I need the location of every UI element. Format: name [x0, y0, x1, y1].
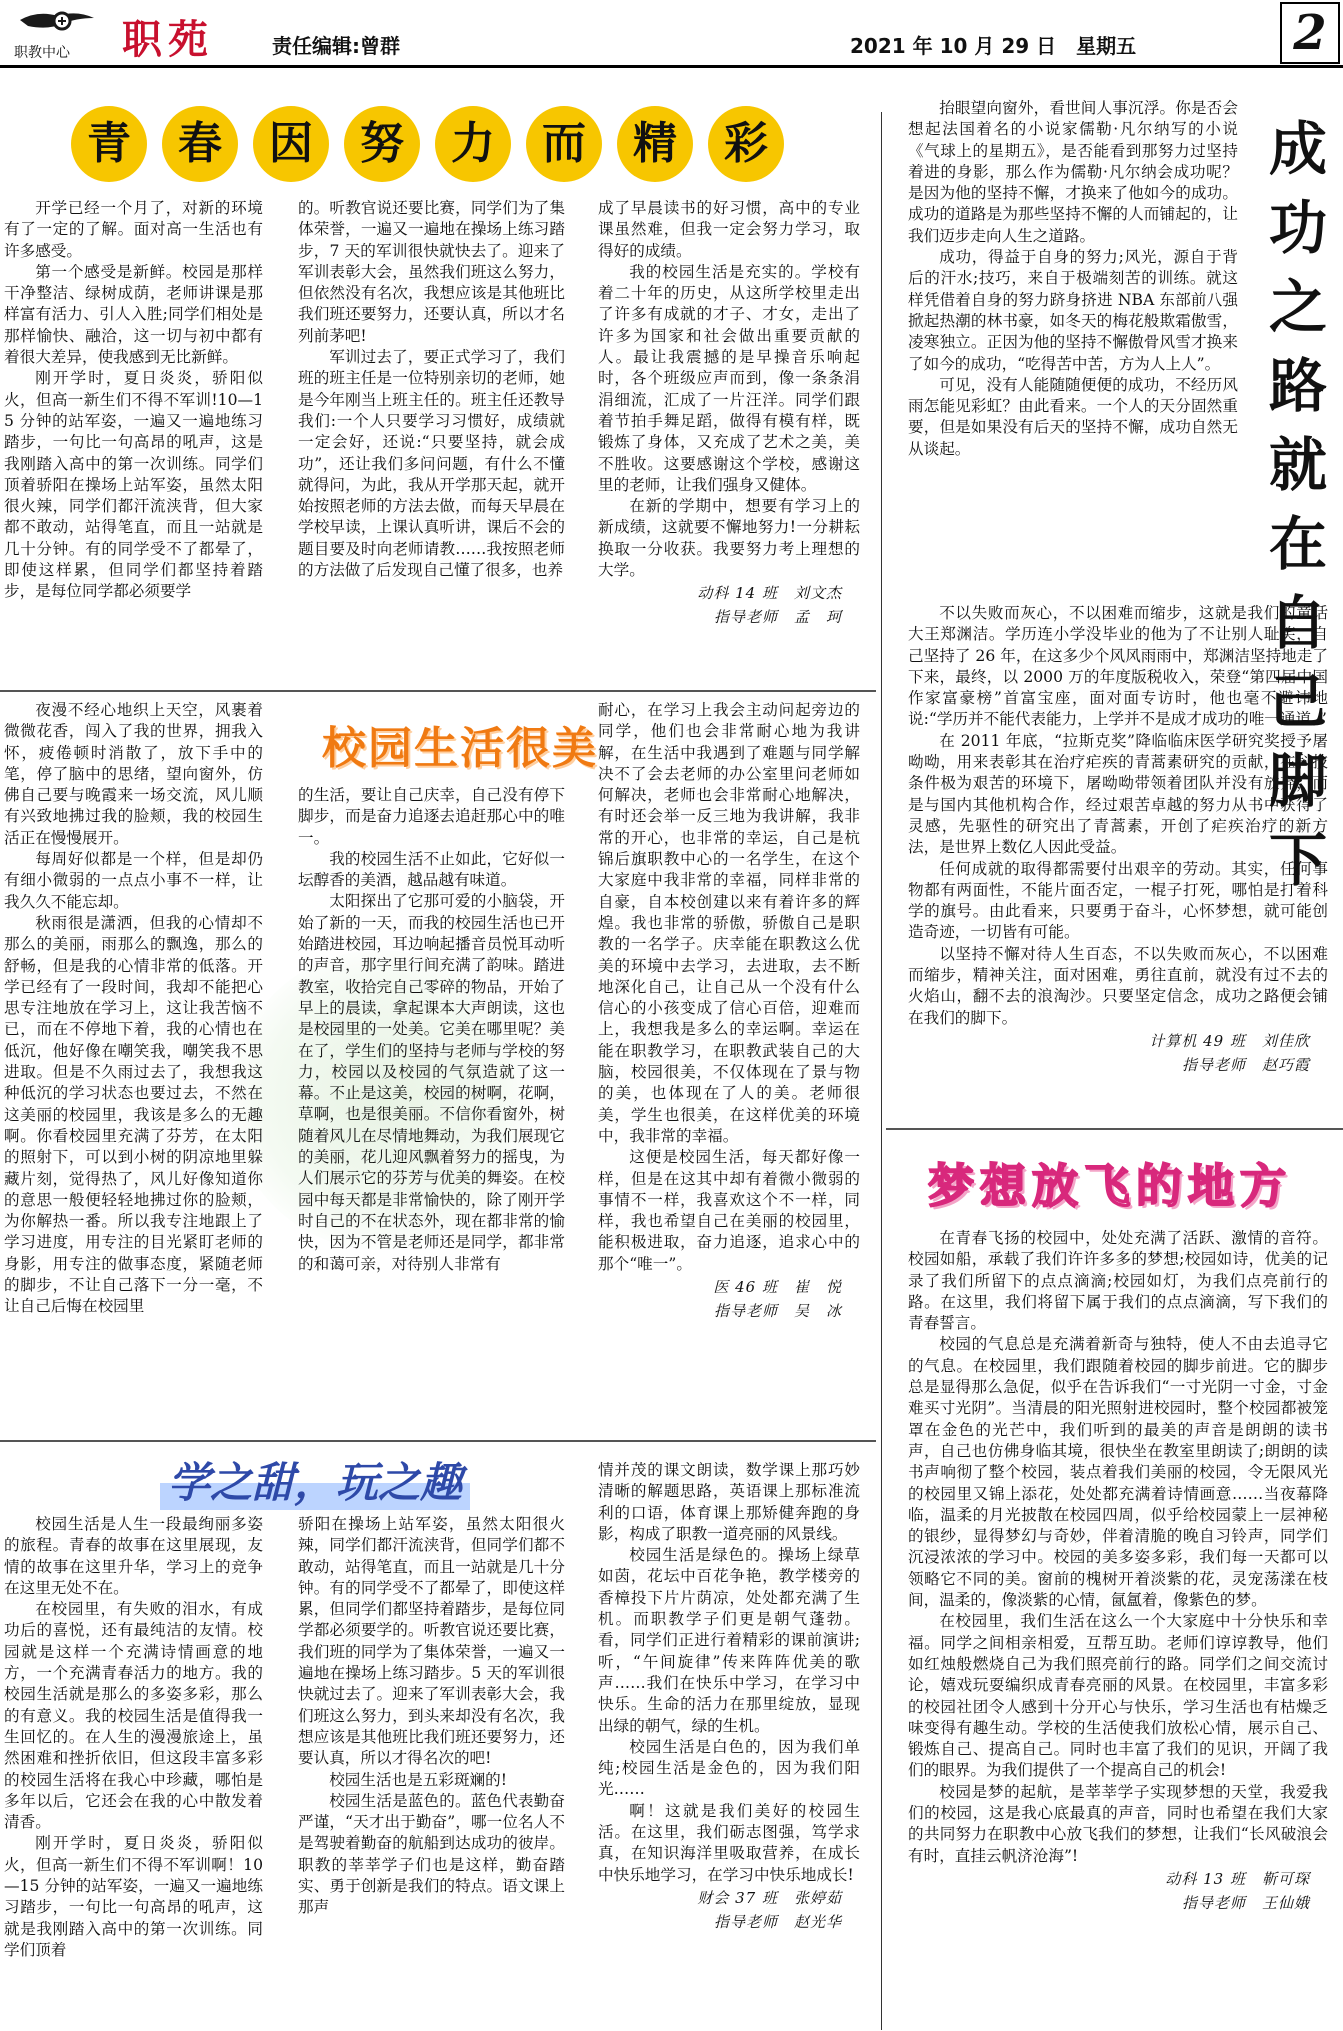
- issue-date: 2021 年 10 月 29 日 星期五: [850, 34, 1137, 58]
- article-column: [4, 700, 263, 1432]
- author-line: 财会 37 班 张婷茹: [697, 1888, 842, 1907]
- paragraph: 我的校园生活不止如此，它好似一坛醇香的美酒，越品越有味道。: [298, 849, 565, 890]
- author-line: 计算机 49 班 刘佳欣: [1149, 1031, 1310, 1050]
- paragraph: 的生活，要让自己庆幸，自己没有停下脚步，而是奋力追逐去追赶那心中的唯一。: [298, 786, 565, 847]
- school-logo-icon: [18, 6, 96, 36]
- advisor-line: 指导老师 吴 冰: [713, 1302, 842, 1321]
- paragraph: 的。听教官说还要比赛，同学们为了集体荣誉，一遍又一遍地在操场上练习踏步，7 天的军训很快就快去了。迎来了军训表彰大会，虽然我们班这么努力，但依然没有名次，我想应该是其他班比我们班还要努力，还要认真，所以才名列前茅吧!: [298, 199, 565, 345]
- author-signature: [598, 1886, 860, 1934]
- paragraph: 不以失败而灰心，不以困难而缩步，这就是我们的童话大王郑渊洁。学历连小学没毕业的他为了不让别人耻笑，自己坚持了 26 年，在这多少个风风雨雨中，郑渊洁坚持地走了下来，最终，以 2000 万的年度版税收入，荣登“第四届中国作家富豪榜”首富宝座，面对面专访时，他也毫不避讳地说:“学历并不能代表能力，上学并不是成才成功的唯一通道。”: [908, 604, 1328, 729]
- article-column: [598, 1460, 860, 2026]
- paragraph: 抬眼望向窗外，看世间人事沉浮。你是否会想起法国着名的小说家儒勒·凡尔纳写的小说《气球上的星期五》，是否能看到那努力过坚持着进的身影，那么作为儒勒·凡尔纳会成功呢？是因为他的坚持不懈，才换来了他如今的成功。成功的道路是为那些坚持不懈的人而铺起的，让我们迈步走向人生之道路。: [908, 99, 1238, 245]
- paragraph: 开学已经一个月了，对新的环境有了一定的了解。面对高一生活也有许多感受。: [4, 199, 263, 260]
- paragraph: 在青春飞扬的校园中，处处充满了活跃、激情的音符。校园如船，承载了我们许许多多的梦想;校园如诗，优美的记录了我们所留下的点点滴滴;校园如灯，为我们点亮前行的路。在这里，我们将留下属于我们的点点滴滴，写下我们的青春誓言。: [908, 1229, 1328, 1333]
- advisor-line: 指导老师 赵光华: [713, 1912, 842, 1931]
- author-line: 医 46 班 崔 悦: [713, 1278, 842, 1297]
- section-divider: [0, 690, 876, 692]
- section-name: 职苑: [122, 16, 214, 63]
- article-column: [598, 700, 860, 1432]
- paragraph: 校园生活是人生一段最绚丽多姿的旅程。青春的故事在这里展现，友情的故事在这里升华，学习上的竞争在这里无处不在。: [4, 1515, 263, 1597]
- title-char: 成: [1268, 115, 1327, 183]
- title-char: 下: [1268, 826, 1327, 894]
- paragraph: 每周好似都是一个样，但是却仍有细小微弱的一点点小事不一样，让我久久不能忘却。: [4, 850, 263, 911]
- column-divider: [881, 112, 882, 2030]
- paragraph: 啊！这就是我们美好的校园生活。在这里，我们砺志图强，笃学求真，在知识海洋里吸取营养，在成长中快乐地学习，在学习中快乐地成长!: [598, 1801, 860, 1884]
- advisor-line: 指导老师 赵巧霞: [1181, 1055, 1310, 1074]
- article-column: [4, 198, 263, 684]
- title-char: 自: [1268, 589, 1327, 657]
- paragraph: 我的校园生活是充实的。学校有着二十年的历史，从这所学校里走出了许多有成就的才子、才女，走出了许多为国家和社会做出重要贡献的人。最让我震撼的是早操音乐响起时，各个班级应声而到，像一条条涓涓细流，汇成了一片汪洋。同学们跟着节拍手舞足蹈，做得有模有样，既锻炼了身体，又充成了艺术之美，美不胜收。这要感谢这个学校，感谢这里的老师，让我们强身又健体。: [598, 262, 860, 494]
- paragraph: 夜漫不经心地织上天空，风裹着微微花香，闯入了我的世界，拥我入怀，疲倦顿时消散了，放下手中的笔，停了脑中的思绪，望向窗外，仿佛自己要与晚霞来一场交流，风儿顺有兴致地拂过我的脸颊，我的校园生活正在慢慢展开。: [4, 701, 263, 847]
- paragraph: 校园生活是白色的，因为我们单纯;校园生活是金色的，因为我们阳光……: [598, 1737, 860, 1799]
- section-divider: [886, 1128, 1343, 1130]
- title-char: 春: [162, 106, 238, 182]
- article-column: [298, 198, 565, 684]
- paragraph: 以坚持不懈对待人生百态，不以失败而灰心，不以困难而缩步，精神关注，面对困难，勇往直前，就没有过不去的火焰山，翻不去的浪淘沙。只要坚定信念，成功之路便会铺在我们的脚下。: [908, 944, 1328, 1027]
- title-char: 在: [1268, 510, 1327, 578]
- paragraph: 军训过去了，要正式学习了，我们班的班主任是一位特别亲切的老师，她是今年刚当上班主任的。班主任还教导我们:一个人只要学习习惯好，成绩就一定会好，还说:“只要坚持，就会成功”，还让我们多问问题，有什么不懂就得问，为此，我从开学那天起，就开始按照老师的方法去做，而每天早晨在学校早读，上课认真听讲，课后不会的题目要及时向老师请教……我按照老师的方法做了后发现自己懂了很多，也养: [298, 348, 565, 580]
- paragraph: 耐心，在学习上我会主动问起旁边的同学，他们也会非常耐心地为我讲解，在生活中我遇到了难题与同学解决不了会去老师的办公室里问老师如何解决，老师也会非常耐心地解决，有时还会举一反三地为我讲解，我非常的开心，也非常的幸运，自己是杭锦后旗职教中心的一名学生，在这个大家庭中我非常的幸福，同样非常的自豪，自本校创建以来有着许多的辉煌。我也非常的骄傲，骄傲自己是职教的一名学子。庆幸能在职教这么优美的环境中去学习，去进取，去不断地深化自己，让自己从一个没有什么信心的小孩变成了信心百倍，迎难而上，我想我是多么的幸运啊。幸运在能在职教学习，在职教武装自己的大脑，校园很美，不仅体现在了景与物的美，也体现在了人的美。老师很美，学生也很美，在这样优美的环境中，我非常的幸福。: [598, 701, 860, 1145]
- article-column: [298, 785, 565, 1432]
- page-number: 2: [1280, 2, 1340, 64]
- title-char: 青: [71, 106, 147, 182]
- paragraph: 校园是梦的起航，是莘莘学子实现梦想的天堂，我爱我们的校园，这是我心底最真的声音，同时也希望在我们大家的共同努力在职教中心放飞我们的梦想，让我们“长风破浪会有时，直挂云帆济沧海”!: [908, 1782, 1328, 1865]
- paragraph: 成了早晨读书的好习惯，高中的专业课虽然难，但我一定会努力学习，取得好的成绩。: [598, 199, 860, 260]
- title-char: 己: [1268, 668, 1327, 736]
- author-signature: [908, 1867, 1328, 1915]
- article-column: [4, 1514, 263, 2026]
- logo-text: 职教中心: [14, 45, 70, 61]
- paragraph: 任何成就的取得都需要付出艰辛的劳动。其实，任何事物都有两面性，不能片面否定，一棍子打死，哪怕是打着科学的旗号。由此看来，只要勇于奋斗，心怀梦想，就可能创造奇迹，一切皆有可能。: [908, 859, 1328, 942]
- paragraph: 第一个感受是新鲜。校园是那样干净整洁、绿树成荫，老师讲课是那样富有活力、引人入胜;同学们相处是那样愉快、融洽，这一切与初中都有着很大差异，使我感到无比新鲜。: [4, 262, 263, 367]
- responsible-editor: 责任编辑:曾群: [272, 34, 400, 58]
- author-line: 动科 14 班 刘文杰: [697, 584, 842, 603]
- article-title: 梦想放飞的地方: [928, 1159, 1292, 1213]
- author-signature: [598, 1275, 860, 1323]
- paragraph: 刚开学时，夏日炎炎，骄阳似火，但高一新生们不得不军训!10—15 分钟的站军姿，一遍又一遍地练习踏步，一句比一句高昂的吼声，这是我刚踏入高中的第一次训练。同学们顶着骄阳在操场上站军姿，虽然太阳很火辣，同学们都汗流浃背，但大家都不敢动，站得笔直，而且一站就是几十分钟。有的同学受不了都晕了，即使这样累，但同学们都坚持着踏步，是每位同学都必须要学: [4, 369, 263, 601]
- paragraph: 可见，没有人能随随便便的成功，不经历风雨怎能见彩虹？由此看来。一个人的天分固然重要，但是如果没有后天的坚持不懈，成功自然无从谈起。: [908, 375, 1238, 458]
- title-char: 功: [1268, 194, 1327, 262]
- paragraph: 成功，得益于自身的努力;风光，源自于背后的汗水;技巧，来自于极端刻苦的训练。就这样凭借着自身的努力跻身挤进 NBA 东部前八强掀起热潮的林书豪，如冬天的梅花般欺霜傲雪，凌寒独立。正因为他的坚持不懈傲骨风雪才换来了如今的成功，“吃得苦中苦，方为人上人”。: [908, 248, 1238, 373]
- advisor-line: 指导老师 孟 珂: [713, 608, 842, 627]
- title-char: 努: [344, 106, 420, 182]
- paragraph: 这便是校园生活，每天都好像一样，但是在这其中却有着微小微弱的事情不一样，我喜欢这个不一样，同样，我也希望自己在美丽的校园里，能积极进取，奋力追逐，追求心中的那个“唯一”。: [598, 1148, 860, 1273]
- paragraph: 在校园里，有失败的泪水，有成功后的喜悦，还有最纯洁的友情。校园就是这样一个充满诗情画意的地方，一个充满青春活力的地方。我的校园生活就是那么的多姿多彩，那么的有意义。我的校园生活是值得我一生回忆的。在人生的漫漫旅途上，虽然困难和挫折依旧，但这段丰富多彩的校园生活将在我心中珍藏，哪怕是多年以后，它还会在我的心中散发着清香。: [4, 1600, 263, 1832]
- article-column: [298, 1514, 565, 2026]
- author-signature: [598, 581, 860, 629]
- title-char: 之: [1268, 273, 1327, 341]
- article-column: [908, 603, 1328, 1123]
- paragraph: 在新的学期中，想要有学习上的新成绩，这就要不懈地努力!一分耕耘换取一分收获。我要努力考上理想的大学。: [598, 497, 860, 580]
- paragraph: 校园的气息总是充满着新奇与独特，使人不由去追寻它的气息。在校园里，我们跟随着校园的脚步前进。它的脚步总是显得那么急促，似乎在告诉我们“一寸光阴一寸金，寸金难买寸光阴”。当清晨的阳光照射进校园时，整个校园都被笼罩在金色的光芒中，我们听到的最美的声音是朗朗的读书声，自己也仿佛身临其境，很快坐在教室里朗读了;朗朗的读书声响彻了整个校园，装点着我们美丽的校园，令无限风光的校园里又锦上添花，处处都充满着诗情画意……当夜幕降临，温柔的月光披散在校园四周，似乎给校园蒙上一层神秘的银纱，显得梦幻与奇妙，伴着清脆的晚自习铃声，同学们沉浸浓浓的学习中。校园的美多姿多彩，我们每一天都可以领略它不同的美。窗前的槐树开着淡紫的花，灵宠荡漾在枝间，温柔的，像淡紫的心情，氤氲着，像紫色的梦。: [908, 1335, 1328, 1610]
- title-char: 路: [1268, 352, 1327, 420]
- paragraph: 在校园里，我们生活在这么一个大家庭中十分快乐和幸福。同学之间相亲相爱，互帮互助。老师们谆谆教导，他们如红烛般燃烧自己为我们照亮前行的路。同学们之间交流讨论，嬉戏玩耍编织成青春亮丽的风景。在校园里，丰富多彩的校园社团令人感到十分开心与快乐，学习生活也有枯燥乏味变得有趣生动。学校的生活使我们放松心情，展示自己、锻炼自己、提高自己。同时也丰富了我们的见识，开阔了我们的眼界。为我们提供了一个提高自己的机会!: [908, 1612, 1328, 1780]
- title-char: 就: [1268, 431, 1327, 499]
- author-line: 动科 13 班 靳可琛: [1165, 1869, 1310, 1888]
- title-char: 脚: [1268, 747, 1327, 815]
- paragraph: 太阳探出了它那可爱的小脑袋，开始了新的一天，而我的校园生活也已开始踏进校园，耳边响起播音员悦耳动听的声音，那字里行间充满了韵味。踏进教室，收拾完自己零碎的物品，开始了早上的晨读，拿起课本大声朗读，这也是校园里的一处美。它美在哪里呢？美在了，学生们的坚持与老师与学校的努力，校园以及校园的气氛造就了这一幕。不止是这美，校园的树啊，花啊，草啊，也是很美丽。不信你看窗外，树随着风儿在尽情地舞动，为我们展现它的美丽，花儿迎风飘着努力的摇曳，为人们展示它的芬芳与优美的舞姿。在校园中每天都是非常愉快的，除了刚开学时自己的不在状态外，现在都非常的愉快，因为不管是老师还是同学，都非常的和蔼可亲，对待别人非常有: [298, 892, 565, 1273]
- article-column: [908, 1228, 1328, 2026]
- paragraph: 刚开学时，夏日炎炎，骄阳似火，但高一新生们不得不军训啊！10—15 分钟的站军姿，一遍又一遍地练习踏步，一句比一句高昂的吼声，这就是我刚踏入高中的第一次训练。同学们顶着: [4, 1834, 263, 1959]
- article-title: 校园生活很美: [322, 723, 598, 774]
- title-char: 而: [526, 106, 602, 182]
- advisor-line: 指导老师 王仙娥: [1181, 1893, 1310, 1912]
- title-char: 彩: [708, 106, 784, 182]
- title-char: 精: [617, 106, 693, 182]
- paragraph: 校园生活也是五彩斑斓的!: [329, 1770, 507, 1789]
- article-column: [598, 198, 860, 684]
- paragraph: 情并茂的课文朗读，数学课上那巧妙清晰的解题思路，英语课上那标准流利的口语，体育课上那矫健奔跑的身影，构成了职教一道亮丽的风景线。: [598, 1461, 860, 1543]
- article-title: 学之甜，玩之趣: [160, 1450, 470, 1510]
- paragraph: 在 2011 年底，“拉斯克奖”降临临床医学研究奖授予屠呦呦，用来表彰其在治疗疟疾的青蒿素研究的贡献，在科技条件极为艰苦的环境下，屠呦呦带领着团队并没有放弃，而是与国内其他机构合作，经过艰苦卓越的努力从书中获得了灵感，先驱性的研究出了青蒿素，开创了疟疾治疗的新方法，是世界上数亿人因此受益。: [908, 731, 1328, 857]
- author-signature: [908, 1029, 1328, 1077]
- paragraph: 秋雨很是潇洒，但我的心情却不那么的美丽，雨那么的飘逸，那么的舒畅，但是我的心情非常的低落。开学已经有了一段时间，我却不能把心思专注地放在学习上，这让我苦恼不已，而在不停地下着，我的心情也在低沉，他好像在嘲笑我，嘲笑我不思进取。但是不久雨过去了，我想我这种低沉的学习状态也要过去，不然在这美丽的校园里，我该是多么的无趣啊。你看校园里充满了芬芳，在太阳的照射下，可以到小树的阴凉地里躲藏片刻，觉得热了，风儿好像知道你的意思一般便轻轻地拂过你的脸颊，为你解热一番。所以我专注地跟上了学习进度，用专注的目光紧盯老师的身影，用专注的做事态度，紧随老师的脚步，不让自己落下一分一毫，不让自己后悔在校园里: [4, 913, 263, 1316]
- title-char: 因: [253, 106, 329, 182]
- masthead: [0, 0, 1343, 68]
- paragraph: 校园生活是绿色的。操场上绿草如茵，花坛中百花争艳，教学楼旁的香樟投下片片荫凉，处处都充满了生机。而职教学子们更是朝气蓬勃。看，同学们正进行着精彩的课前演讲;听，“午间旋律”传来阵阵优美的歌声……我们在快乐中学习，在学习中快乐。生命的活力在那里绽放，显现出绿的朝气，绿的生机。: [598, 1546, 860, 1735]
- article-column: [908, 98, 1238, 598]
- paragraph: 校园生活是蓝色的。蓝色代表勤奋严谨，“天才出于勤奋”，哪一位名人不是驾驶着勤奋的航船到达成功的彼岸。职教的莘莘学子们也是这样，勤奋踏实、勇于创新是我们的特点。语文课上那声: [298, 1791, 565, 1917]
- paragraph: 骄阳在操场上站军姿，虽然太阳很火辣，同学们都汗流浃背，但同学们都不敢动，站得笔直，而且一站就是几十分钟。有的同学受不了都晕了，即使这样累，但同学们都坚持着踏步，是每位同学都必须要学的。听教官说还要比赛，我们班的同学为了集体荣誉，一遍又一遍地在操场上练习踏步。5 天的军训很快就过去了。迎来了军训表彰大会，我们班这么努力，到头来却没有名次，我想应该是其他班比我们班还要努力，还要认真，所以才得名次的吧!: [298, 1515, 565, 1768]
- section-divider: [0, 1440, 876, 1442]
- title-char: 力: [435, 106, 511, 182]
